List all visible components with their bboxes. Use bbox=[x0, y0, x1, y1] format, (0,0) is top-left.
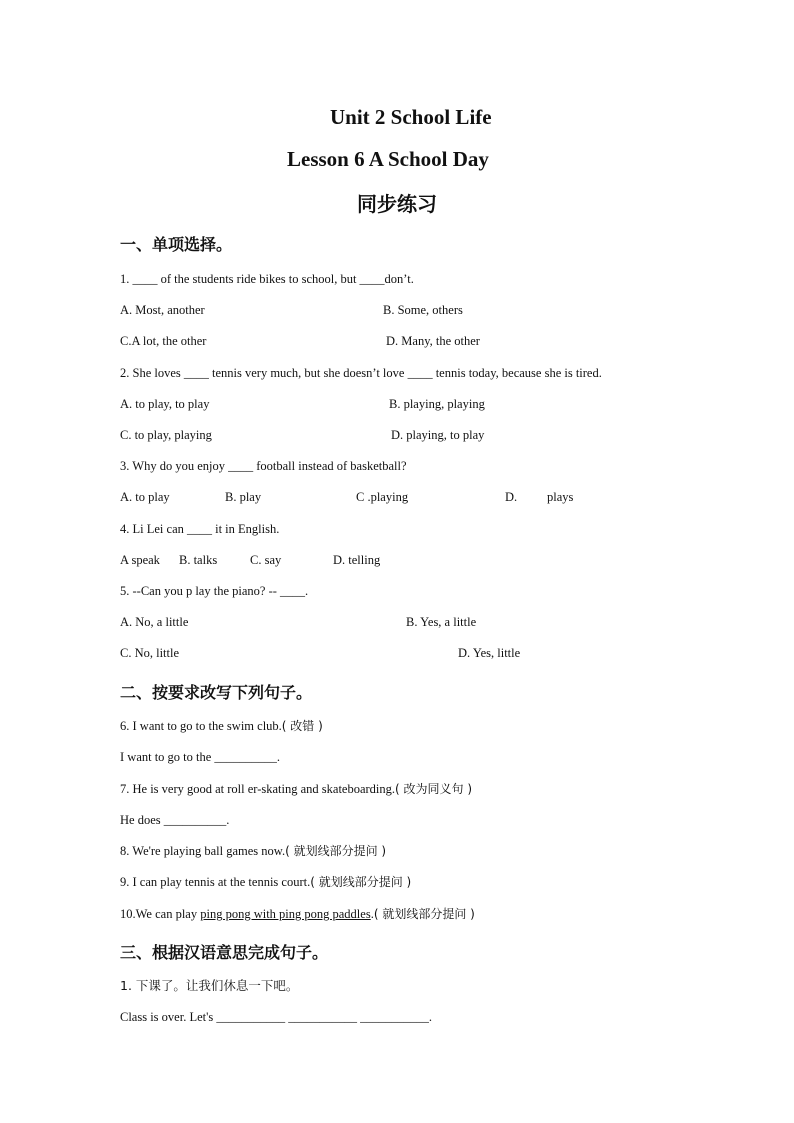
q2-option-d: D. playing, to play bbox=[391, 428, 485, 442]
q5-option-c: C. No, little bbox=[120, 646, 180, 660]
unit-title: Unit 2 School Life bbox=[330, 105, 492, 129]
q2-option-c: C. to play, playing bbox=[120, 428, 212, 442]
s3-q1-chinese: 1. 下课了。让我们休息一下吧。 bbox=[120, 978, 299, 993]
section-1-heading: 一、单项选择。 bbox=[120, 235, 233, 254]
q8-stem: 8. We're playing ball games now. bbox=[120, 844, 286, 858]
q3-option-c: C .playing bbox=[356, 490, 409, 504]
lesson-title: Lesson 6 A School Day bbox=[287, 147, 489, 171]
q4-option-c: C. say bbox=[250, 553, 282, 567]
q10-underlined-part: ping pong with ping pong paddles bbox=[200, 907, 371, 921]
q5-option-a: A. No, a little bbox=[120, 615, 189, 629]
q9-instruction: ( 就划线部分提问 ) bbox=[310, 875, 412, 889]
q10-prefix: 10.We can play bbox=[120, 907, 201, 921]
q1-option-a: A. Most, another bbox=[120, 303, 205, 317]
q6-instruction: ( 改错 ) bbox=[281, 719, 323, 733]
q4-option-d: D. telling bbox=[333, 553, 381, 567]
q1-stem: 1. ____ of the students ride bikes to school, but ____don’t. bbox=[120, 272, 414, 286]
q6-answer-line: I want to go to the __________. bbox=[120, 750, 281, 764]
q9-stem: 9. I can play tennis at the tennis court. bbox=[120, 875, 311, 889]
section-3-heading: 三、根据汉语意思完成句子。 bbox=[120, 943, 329, 962]
q1-option-d: D. Many, the other bbox=[386, 334, 480, 348]
q6-line bbox=[120, 718, 323, 734]
q5-stem: 5. --Can you p lay the piano? -- ____. bbox=[120, 584, 309, 598]
section-2-heading: 二、按要求改写下列句子。 bbox=[120, 683, 313, 702]
q7-stem: 7. He is very good at roll er-skating and skateboarding. bbox=[120, 782, 396, 796]
q4-option-a: A speak bbox=[120, 553, 160, 567]
q7-instruction: ( 改为同义句 ) bbox=[395, 782, 473, 796]
q3-option-d-letter: D. bbox=[505, 490, 518, 504]
worksheet-title: 同步练习 bbox=[357, 192, 437, 216]
q3-option-b: B. play bbox=[225, 490, 262, 504]
q1-option-c: C.A lot, the other bbox=[120, 334, 207, 348]
q5-option-d: D. Yes, little bbox=[458, 646, 521, 660]
q1-option-b: B. Some, others bbox=[383, 303, 463, 317]
q4-option-b: B. talks bbox=[179, 553, 218, 567]
q7-line bbox=[120, 781, 472, 797]
q7-answer-line: He does __________. bbox=[120, 813, 230, 827]
q2-option-b: B. playing, playing bbox=[389, 397, 485, 411]
q3-stem: 3. Why do you enjoy ____ football instead of basketball? bbox=[120, 459, 407, 473]
q10-line bbox=[120, 906, 475, 922]
q2-stem: 2. She loves ____ tennis very much, but she doesn’t love ____ tennis today, because she is tired. bbox=[120, 366, 602, 380]
q10-instruction: ( 就划线部分提问 ) bbox=[373, 907, 475, 921]
q2-option-a: A. to play, to play bbox=[120, 397, 210, 411]
q3-option-d-text: plays bbox=[547, 490, 574, 504]
q5-option-b: B. Yes, a little bbox=[406, 615, 477, 629]
q3-option-a: A. to play bbox=[120, 490, 170, 504]
q9-line bbox=[120, 874, 411, 890]
q6-stem: 6. I want to go to the swim club. bbox=[120, 719, 282, 733]
q4-stem: 4. Li Lei can ____ it in English. bbox=[120, 522, 280, 536]
s3-q1-english: Class is over. Let's ___________ ___________ ___________. bbox=[120, 1010, 432, 1024]
q8-line bbox=[120, 843, 386, 859]
q10-suffix: . bbox=[370, 907, 374, 921]
q8-instruction: ( 就划线部分提问 ) bbox=[285, 844, 387, 858]
